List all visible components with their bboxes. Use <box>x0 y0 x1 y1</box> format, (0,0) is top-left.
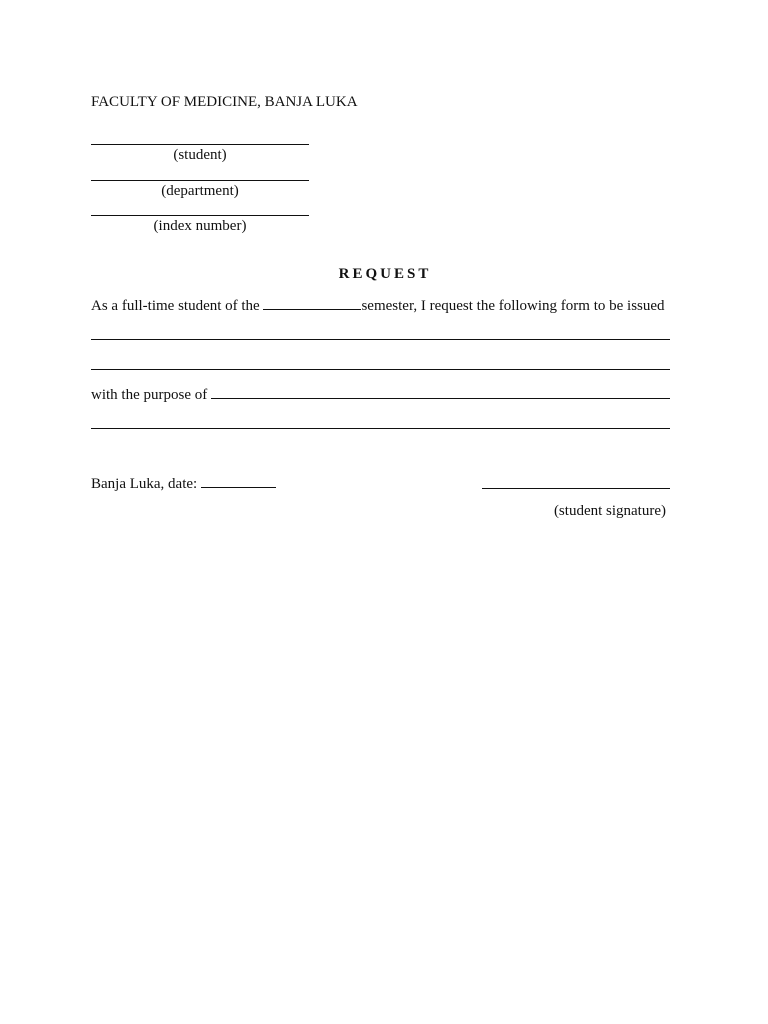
date-text: Banja Luka, date: <box>91 476 201 492</box>
signature-line[interactable] <box>482 488 670 489</box>
index-number-line[interactable] <box>91 215 309 216</box>
department-line[interactable] <box>91 180 309 181</box>
semester-blank[interactable] <box>263 295 361 310</box>
purpose-line-2[interactable] <box>91 428 670 429</box>
date-blank[interactable] <box>201 473 276 488</box>
requested-form-line-1[interactable] <box>91 339 670 340</box>
index-number-label: (index number) <box>153 218 247 234</box>
requested-form-line-2[interactable] <box>91 369 670 370</box>
purpose-row <box>91 384 670 404</box>
purpose-text: with the purpose of <box>91 387 211 403</box>
student-name-line[interactable] <box>91 144 309 145</box>
intro-text-after: semester, I request the following form to be issued <box>361 298 665 314</box>
request-title: REQUEST <box>338 266 432 282</box>
date-row <box>91 473 276 493</box>
intro-text-before: As a full-time student of the <box>91 298 264 314</box>
student-label: (student) <box>173 147 227 163</box>
department-label: (department) <box>161 183 239 199</box>
faculty-heading: FACULTY OF MEDICINE, BANJA LUKA <box>91 94 358 110</box>
signature-label: (student signature) <box>553 503 666 519</box>
purpose-blank[interactable] <box>211 384 670 399</box>
request-intro-text <box>91 295 665 315</box>
